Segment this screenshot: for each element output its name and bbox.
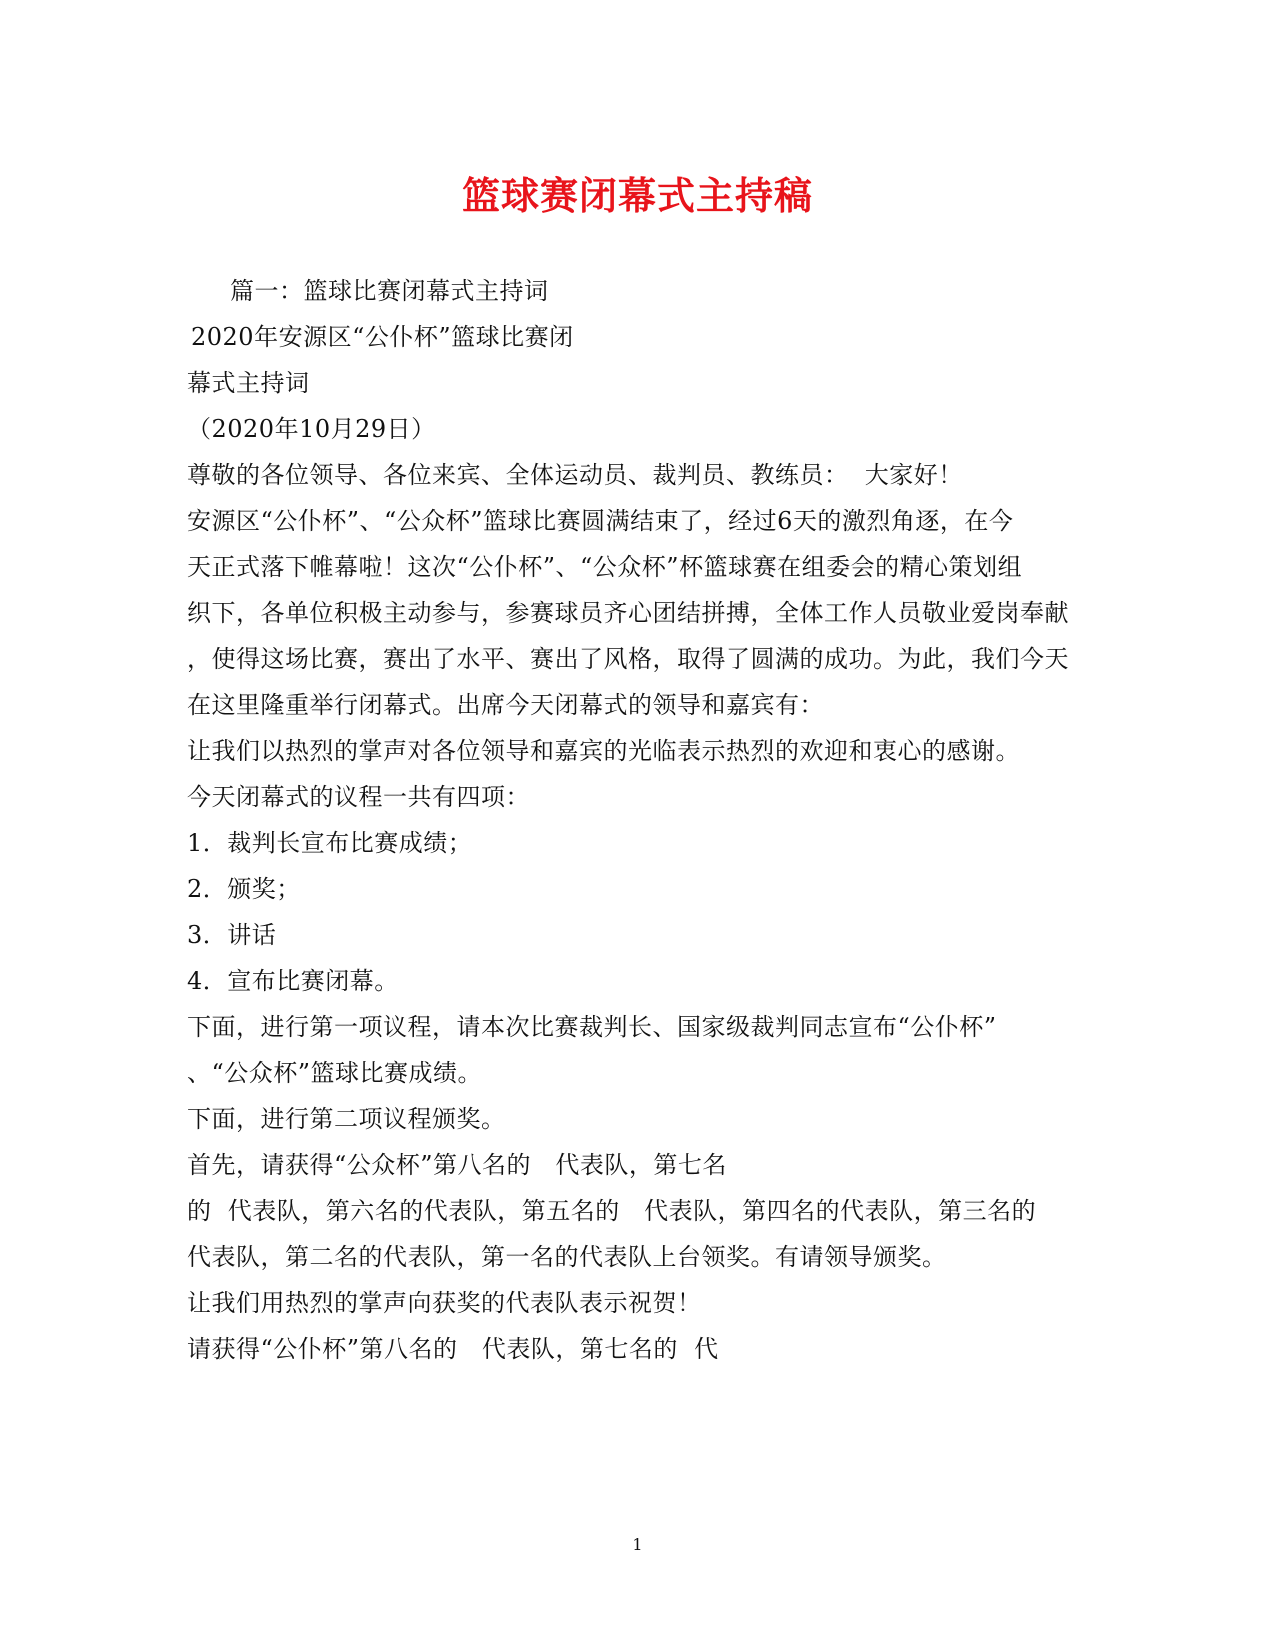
agenda-item: 3．讲话 — [187, 921, 277, 949]
body-line: 幕式主持词 — [187, 369, 310, 397]
body-line: 下面，进行第一项议程，请本次比赛裁判长、国家级裁判同志宣布“公仆杯” — [187, 1013, 997, 1041]
body-line: 让我们以热烈的掌声对各位领导和嘉宾的光临表示热烈的欢迎和衷心的感谢。 — [187, 737, 1020, 765]
body-line: 代表队，第二名的代表队，第一名的代表队上台领奖。有请领导颁奖。 — [187, 1243, 947, 1271]
body-line-greeting: 尊敬的各位领导、各位来宾、全体运动员、裁判员、教练员： 大家好！ — [187, 461, 963, 489]
document-title: 篮球赛闭幕式主持稿 — [461, 173, 813, 218]
body-line: ，使得这场比赛，赛出了水平、赛出了风格，取得了圆满的成功。为此，我们今天 — [187, 645, 1069, 673]
page-number: 1 — [632, 1535, 643, 1554]
body-line: 让我们用热烈的掌声向获奖的代表队表示祝贺！ — [187, 1289, 702, 1317]
body-line: 在这里隆重举行闭幕式。出席今天闭幕式的领导和嘉宾有： — [187, 691, 824, 719]
body-line: 首先，请获得“公众杯”第八名的 代表队，第七名 — [187, 1151, 727, 1179]
body-line: 、“公众杯”篮球比赛成绩。 — [187, 1059, 483, 1087]
body-line: 安源区“公仆杯”、“公众杯”篮球比赛圆满结束了，经过6天的激烈角逐，在今 — [187, 507, 1014, 535]
body-line: 今天闭幕式的议程一共有四项： — [187, 783, 530, 811]
agenda-item: 2．颁奖； — [187, 875, 301, 903]
body-line: 2020年安源区“公仆杯”篮球比赛闭 — [191, 323, 574, 351]
agenda-item: 4．宣布比赛闭幕。 — [187, 967, 399, 995]
body-line: 的 代表队，第六名的代表队，第五名的 代表队，第四名的代表队，第三名的 — [187, 1197, 1037, 1225]
body-line-section-heading: 篇一：篮球比赛闭幕式主持词 — [230, 277, 549, 305]
body-line: 下面，进行第二项议程颁奖。 — [187, 1105, 506, 1133]
body-line: 织下，各单位积极主动参与，参赛球员齐心团结拼搏，全体工作人员敬业爱岗奉献 — [187, 599, 1069, 627]
body-line: 天正式落下帷幕啦！这次“公仆杯”、“公众杯”杯篮球赛在组委会的精心策划组 — [187, 553, 1023, 581]
body-line: 请获得“公仆杯”第八名的 代表队，第七名的 代 — [187, 1335, 719, 1363]
agenda-item: 1．裁判长宣布比赛成绩； — [187, 829, 473, 857]
body-line-date: （2020年10月29日） — [187, 415, 436, 443]
